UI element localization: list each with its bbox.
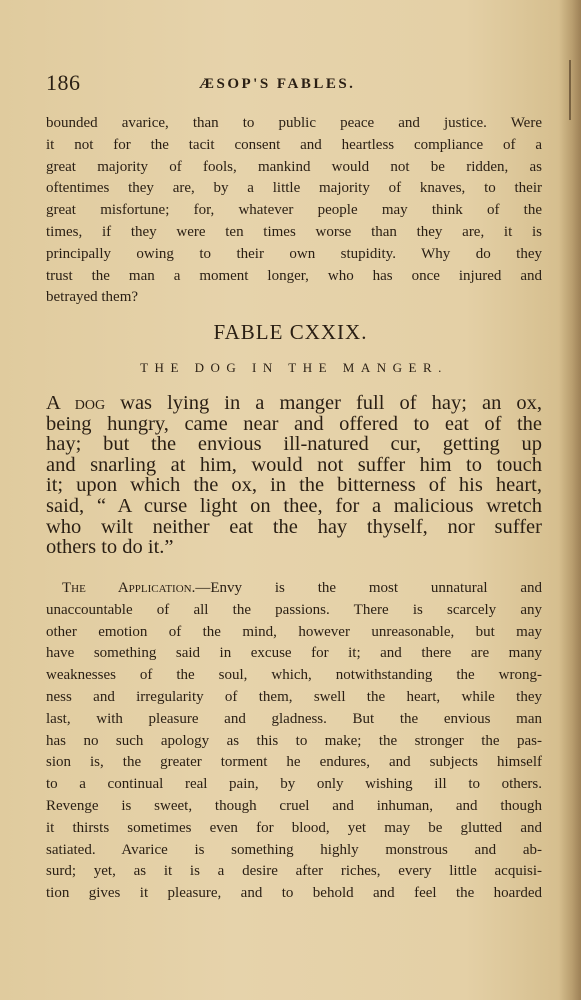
- fable-opening-smallcaps: dog: [74, 392, 106, 414]
- application-paragraph: [46, 578, 542, 905]
- text-line: to a continual real pain, by only wishing ill to others.: [46, 776, 542, 793]
- application-label: The Application.: [62, 580, 196, 596]
- text-line: satiated. Avarice is something highly monstrous and ab-: [46, 841, 542, 858]
- text-line: it not for the tacit consent and heartless compliance of a: [46, 136, 542, 153]
- text-line: who wilt neither eat the hay thyself, nor suffer: [46, 515, 542, 538]
- text-line: tion gives it pleasure, and to behold and feel the hoarded: [46, 885, 542, 902]
- text-line: surd; yet, as it is a desire after riches, every little acquisi-: [46, 863, 542, 880]
- page-edge-shadow: [559, 0, 581, 1000]
- text-line: times, if they were ten times worse than they are, it is: [46, 223, 542, 240]
- text-line: Revenge is sweet, though cruel and inhuman, and though: [46, 797, 542, 814]
- page-header: [46, 70, 532, 100]
- text-line: and snarling at him, would not suffer him to touch: [46, 453, 542, 476]
- fable-first-line-rest: was lying in a manger full of hay; an ox,: [120, 392, 543, 414]
- text-line: weaknesses of the soul, which, notwithstanding the wrong-: [46, 667, 542, 684]
- text-line: others to do it.”: [46, 536, 174, 559]
- text-line: bounded avarice, than to public peace and justice. Were: [46, 115, 542, 131]
- text-line: oftentimes they are, by a little majority of knaves, to their: [46, 180, 542, 197]
- fable-text: [46, 393, 542, 558]
- text-line: it thirsts sometimes even for blood, yet may be glutted and: [46, 819, 542, 836]
- fable-first-line: [46, 393, 542, 414]
- fable-opening-word: A: [46, 392, 60, 414]
- text-line: said, “ A curse light on thee, for a malicious wretch: [46, 494, 542, 517]
- page-number: 186: [46, 70, 81, 95]
- text-line: last, with pleasure and gladness. But the envious man: [46, 710, 542, 727]
- text-line: betrayed them?: [46, 289, 139, 306]
- fable-number-title: FABLE CXXIX.: [213, 320, 368, 344]
- preceding-paragraph: [46, 113, 542, 309]
- text-line: other emotion of the mind, however unreasonable, but may: [46, 623, 542, 640]
- fable-subtitle: THE DOG IN THE MANGER.: [140, 360, 448, 375]
- binding-mark: [569, 60, 571, 120]
- text-line: trust the man a moment longer, who has once injured and: [46, 267, 542, 284]
- text-line: principally owing to their own stupidity. Why do they: [46, 245, 542, 262]
- text-line: ness and irregularity of them, swell the heart, while they: [46, 688, 542, 705]
- application-first-line: [46, 578, 542, 600]
- text-line: great misfortune; for, whatever people may think of the: [46, 202, 542, 219]
- text-line: hay; but the envious ill-natured cur, getting up: [46, 433, 542, 456]
- text-line: it; upon which the ox, in the bitterness of his heart,: [46, 474, 542, 497]
- text-line: great majority of fools, mankind would not be ridden, as: [46, 158, 542, 175]
- text-line: has no such apology as this to make; the stronger the pas-: [46, 732, 542, 749]
- text-line: being hungry, came near and offered to eat of the: [46, 412, 542, 435]
- running-title: ÆSOP'S FABLES.: [199, 76, 356, 92]
- text-line: have something said in excuse for it; and there are many: [46, 645, 542, 662]
- text-line: unaccountable of all the passions. There is scarcely any: [46, 601, 542, 618]
- application-first-line-rest: —Envy is the most unnatural and: [195, 580, 543, 596]
- text-line: sion is, the greater torment he endures, and subjects himself: [46, 754, 542, 771]
